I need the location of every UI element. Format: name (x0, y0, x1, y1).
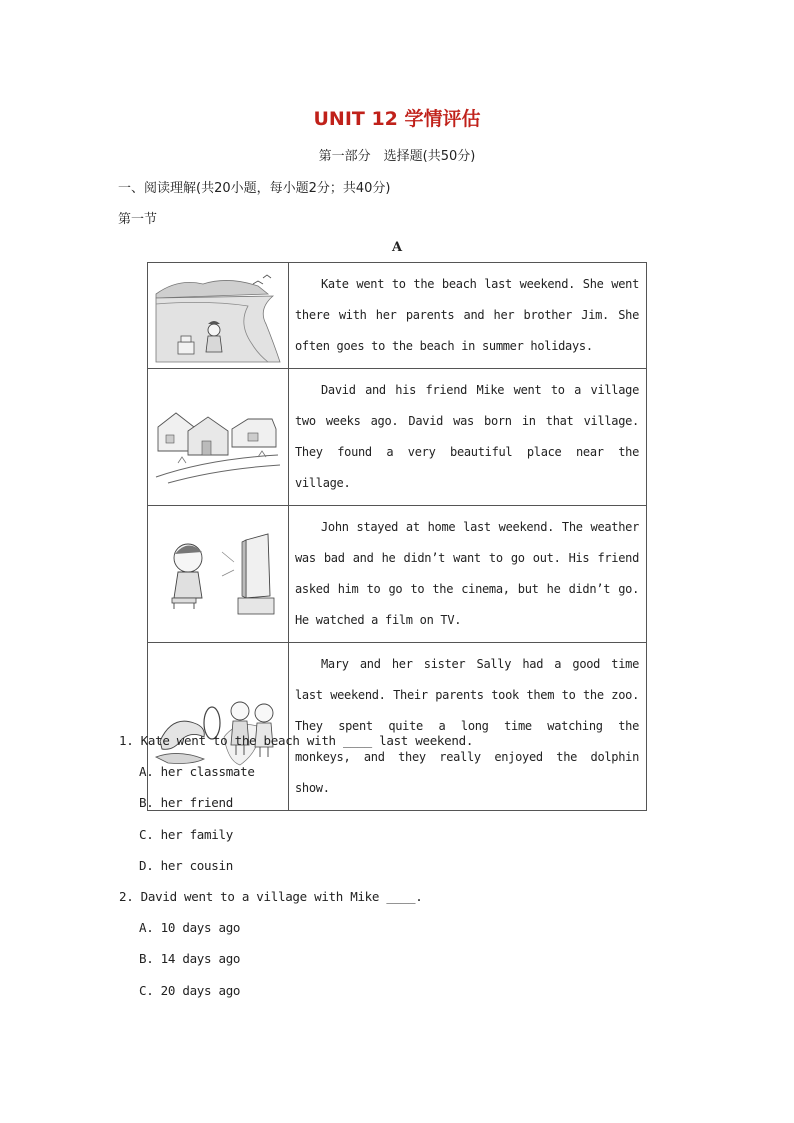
question-1-option-d: D. her cousin (139, 858, 233, 873)
passage-row (148, 506, 647, 643)
question-1: 1. Kate went to the beach with ____ last weekend. (119, 733, 474, 748)
zoo-illustration (148, 643, 289, 811)
passage-kate: Kate went to the beach last weekend. She went there with her parents and her brother Jim. She often goes to the beach in summer holidays. (295, 277, 639, 353)
section-heading: 一、阅读理解(共20小题，每小题2分；共40分) (118, 181, 391, 196)
passage-text (289, 369, 647, 506)
question-2-option-b: B. 14 days ago (139, 951, 241, 966)
passage-row (148, 263, 647, 369)
passage-text (289, 263, 647, 369)
passage-mary: Mary and her sister Sally had a good time last weekend. Their parents took them to the zoo. They spent quite a long time watching the monkeys, and they really enjoyed the dolphin show. (295, 657, 639, 795)
beach-illustration (148, 263, 289, 369)
village-illustration (148, 369, 289, 506)
passage-text (289, 506, 647, 643)
question-2-option-c: C. 20 days ago (139, 983, 241, 998)
passage-label: A (391, 240, 403, 255)
passage-david: David and his friend Mike went to a village two weeks ago. David was born in that village. They found a very beautiful place near the village. (295, 383, 639, 490)
passage-row (148, 369, 647, 506)
question-2: 2. David went to a village with Mike ____. (119, 889, 423, 904)
subsection-heading: 第一节 (118, 212, 158, 227)
part-heading: 第一部分 选择题(共50分) (318, 149, 476, 164)
question-1-option-c: C. her family (139, 827, 233, 842)
question-2-option-a: A. 10 days ago (139, 920, 241, 935)
question-1-option-a: A. her classmate (139, 764, 255, 779)
passage-text (289, 643, 647, 811)
tv-illustration (148, 506, 289, 643)
passage-table (147, 262, 647, 811)
passage-row (148, 643, 647, 811)
question-1-option-b: B. her friend (139, 795, 233, 810)
passage-john: John stayed at home last weekend. The weather was bad and he didn’t want to go out. His friend asked him to go to the cinema, but he didn’t go. He watched a film on TV. (295, 520, 639, 627)
page-title: UNIT 12 学情评估 (313, 108, 481, 130)
